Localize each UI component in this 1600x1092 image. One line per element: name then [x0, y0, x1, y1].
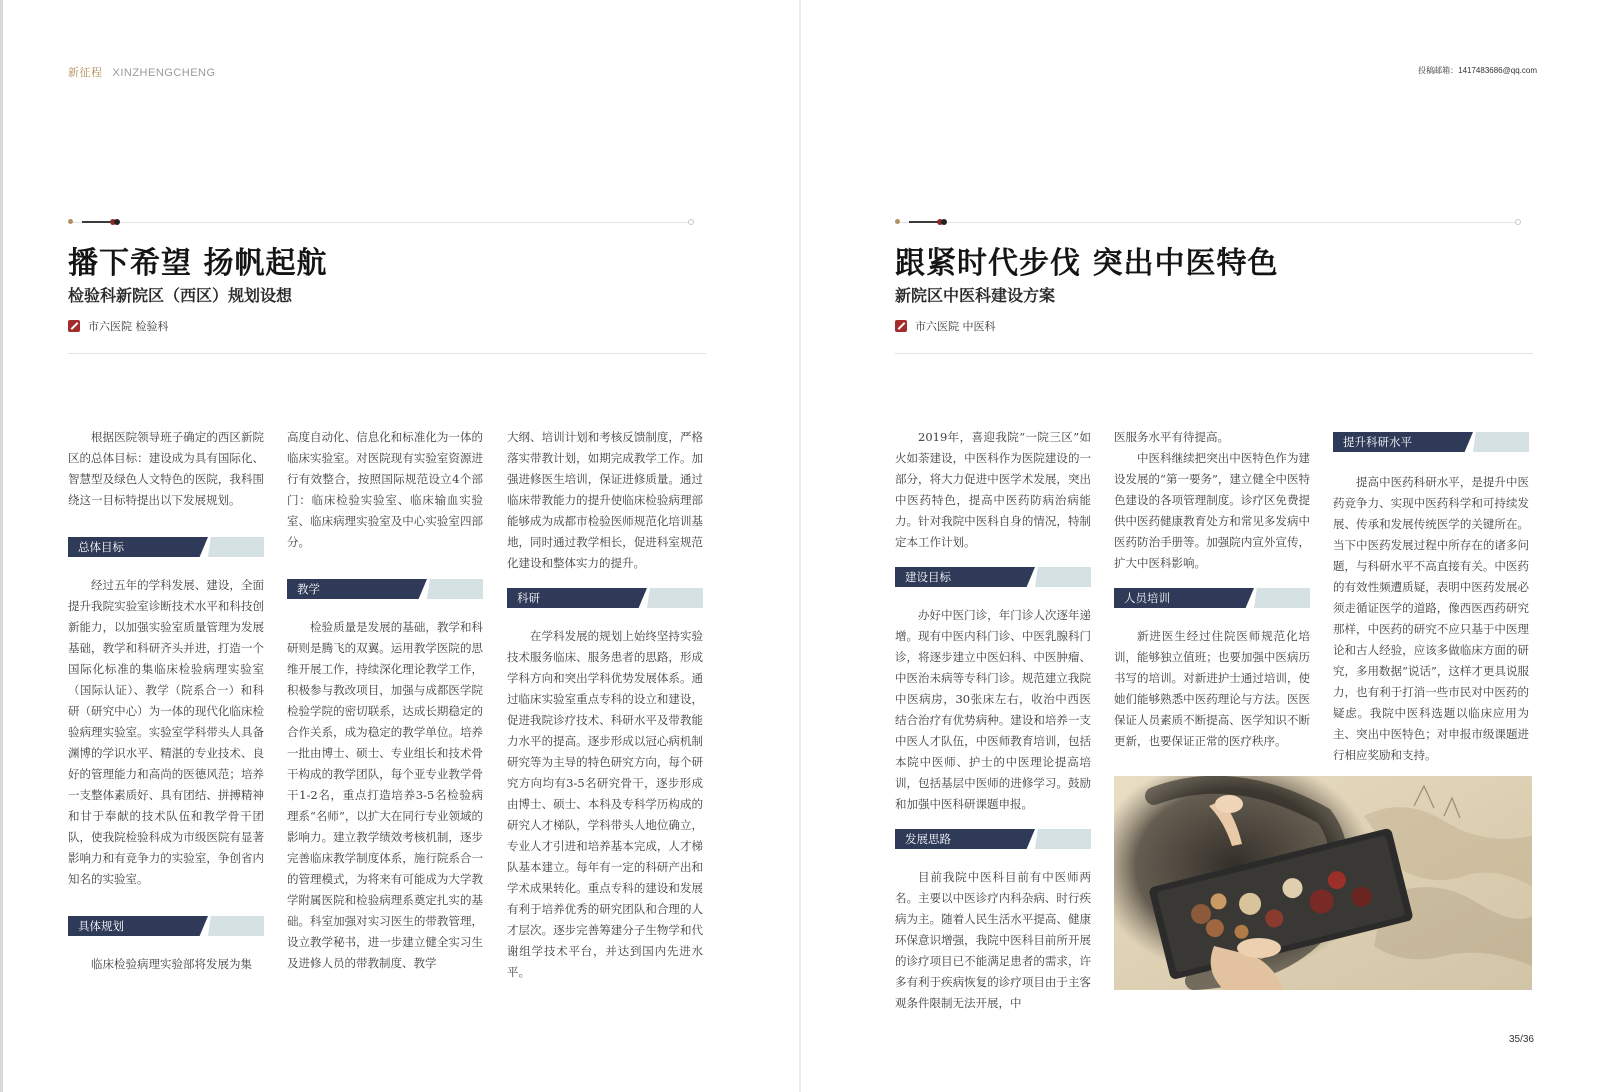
- right-column-2: [1114, 427, 1310, 752]
- section-heading: [895, 567, 1091, 587]
- section-heading: [507, 588, 703, 608]
- title-ornament: [68, 219, 694, 225]
- paragraph: 高度自动化、信息化和标准化为一体的临床实验室。对医院现有实验室资源进行有效整合，按照国际规范设立4个部门：临床检验实验室、临床输血实验室、临床病理实验室及中心实验室四部分。: [287, 430, 483, 549]
- byline-right: [895, 318, 996, 334]
- paragraph: 大纲、培训计划和考核反馈制度，严格落实带教计划，如期完成教学工作。加强进修医生培训，保证进修质量。通过临床带教能力的提升使临床检验病理部能够成为成都市检验医师规范化培训基地，同时通过教学相长，促进科室规范化建设和整体实力的提升。: [507, 430, 703, 570]
- byline-text: 市六医院 中医科: [915, 320, 996, 333]
- paragraph: 提高中医药科研水平，是提升中医药竞争力、实现中医药科学和可持续发展、传承和发展传统医学的关键所在。当下中医药发展过程中所存在的诸多问题，与科研水平不高直接有关。中医药的有效性频遭质疑，表明中医药发展必须走循证医学的道路，像西医西药研究那样，中医药的研究不应只基于中医理论和古人经验，应该多做临床方面的研究，多用数据“说话”，这样才更具说服力，也有利于打消一些市民对中医药的疑虑。我院中医科选题以临床应用为主、突出中医特色；对申报市级课题进行相应奖励和支持。: [1333, 475, 1529, 762]
- left-column-1: [68, 427, 264, 975]
- title-ornament: [895, 219, 1521, 225]
- section-heading-label: 教学: [297, 582, 320, 596]
- running-head-cn: 新征程: [68, 67, 103, 79]
- article-title-left: 播下希望 扬帆起航: [68, 246, 328, 281]
- left-column-3: [507, 427, 703, 983]
- paragraph: 临床检验病理实验部将发展为集: [91, 957, 252, 971]
- header-rule: [68, 353, 706, 354]
- section-heading-label: 具体规划: [78, 919, 124, 933]
- byline-text: 市六医院 检验科: [88, 320, 169, 333]
- right-column-3: [1333, 432, 1529, 766]
- submission-email: 投稿邮箱：1417483686@qq.com: [1418, 66, 1537, 75]
- section-heading: [1114, 588, 1310, 608]
- article-title-right: 跟紧时代步伐 突出中医特色: [895, 246, 1279, 281]
- section-heading-label: 人员培训: [1124, 591, 1170, 605]
- herbal-medicine-photo: [1114, 776, 1532, 990]
- section-heading: [68, 916, 264, 936]
- pen-icon: [895, 320, 907, 332]
- section-heading-label: 提升科研水平: [1343, 435, 1412, 449]
- page-number: 35/36: [1508, 1034, 1534, 1045]
- paragraph: 经过五年的学科发展、建设，全面提升我院实验室诊断技术水平和科技创新能力，以加强实验室质量管理为发展基础，教学和科研齐头并进，打造一个国际化标准的集临床检验病理实验室（国际认证）、教学（院系合一）和科研（研究中心）为一体的现代化临床检验病理实验室。实验室学科带头人具备渊博的学识水平、精湛的专业技术、良好的管理能力和高尚的医德风范；培养一支整体素质好、具有团结、拼搏精神和甘于奉献的技术队伍和教学骨干团队，使我院检验科成为市级医院有显著影响力和有竞争力的实验室，争创省内知名的实验室。: [68, 578, 264, 886]
- section-heading-label: 科研: [517, 591, 540, 605]
- section-heading: [68, 537, 264, 557]
- paragraph: 检验质量是发展的基础，教学和科研则是腾飞的双翼。运用教学医院的思维开展工作，持续深化理论教学工作，积极参与教改项目，加强与成都医学院检验学院的密切联系，达成长期稳定的合作关系，成为稳定的教学单位。培养一批由博士、硕士、专业组长和技术骨干构成的教学团队，每个亚专业教学骨干1-2名，重点打造培养3-5名检验病理系“名师”，以扩大在同行专业领域的影响力。建立教学绩效考核机制，逐步完善临床教学制度体系，施行院系合一的管理模式，为将来有可能成为大学教学附属医院和检验病理系奠定扎实的基础。科室加强对实习医生的带教管理，设立教学秘书，进一步建立健全实习生及进修人员的带教制度、教学: [287, 620, 483, 970]
- paragraph: 新进医生经过住院医师规范化培训，能够独立值班；也要加强中医病历书写的培训。对新进护士通过培训，使她们能够熟悉中医药理论与方法。医医保证人员素质不断提高、医学知识不断更新，也要保证正常的医疗秩序。: [1114, 629, 1310, 748]
- paragraph: 目前我院中医科目前有中医师两名。主要以中医诊疗内科杂病、时行疾病为主。随着人民生活水平提高、健康环保意识增强，我院中医科目前所开展的诊疗项目已不能满足患者的需求，许多有利于疾病恢复的诊疗项目由于主客观条件限制无法开展，中: [895, 870, 1091, 1010]
- header-rule: [895, 353, 1533, 354]
- running-head: [68, 64, 216, 80]
- section-heading: [1333, 432, 1529, 452]
- byline-left: [68, 318, 169, 334]
- section-heading: [287, 579, 483, 599]
- right-column-1: [895, 427, 1091, 1014]
- paragraph: 办好中医门诊，年门诊人次逐年递增。现有中医内科门诊、中医乳腺科门诊，将逐步建立中医妇科、中医肿瘤、中医治未病等专科门诊。规范建立我院中医病房，30张床左右，收治中西医结合治疗有优势病种。建设和培养一支中医人才队伍，中医师教育培训，包括本院中医师、护士的中医理论提高培训，包括基层中医师的进修学习。鼓励和加强中医科研课题申报。: [895, 608, 1091, 811]
- pen-icon: [68, 320, 80, 332]
- paragraph: 2019年，喜迎我院“一院三区”如火如荼建设，中医科作为医院建设的一部分，将大力促进中医学术发展，突出中医药特色，提高中医药防病治病能力。针对我院中医科自身的情况，特制定本工作计划。: [895, 430, 1091, 549]
- section-heading: [895, 829, 1091, 849]
- spine-gutter: [799, 0, 801, 1092]
- paragraph: 中医科继续把突出中医特色作为建设发展的“第一要务”，建立健全中医特色建设的各项管理制度。诊疗区免费提供中医药健康教育处方和常见多发病中医药防治手册等。加强院内宣外宣传，扩大中医科影响。: [1114, 451, 1310, 570]
- paragraph: 医服务水平有待提高。: [1114, 430, 1229, 444]
- page-edge: [0, 0, 3, 1092]
- article-subtitle-left: 检验科新院区（西区）规划设想: [68, 286, 293, 305]
- paragraph: 在学科发展的规划上始终坚持实验技术服务临床、服务患者的思路，形成学科方向和突出学科优势发展体系。通过临床实验室重点专科的设立和建设，促进我院诊疗技术、科研水平及带教能力水平的提高。逐步形成以冠心病机制研究等为主导的特色研究方向，每个研究方向均有3-5名研究骨干，逐步形成由博士、硕士、本科及专科学历构成的研究人才梯队，学科带头人地位确立，专业人才引进和培养基本完成，人才梯队基本建立。每年有一定的科研产出和学术成果转化。重点专科的建设和发展有利于培养优秀的研究团队和合理的人才层次。逐步完善筹建分子生物学和代谢组学技术平台，并达到国内先进水平。: [507, 629, 703, 979]
- running-head-en: XINZHENGCHENG: [112, 67, 216, 79]
- section-heading-label: 建设目标: [905, 570, 951, 584]
- paragraph: 根据医院领导班子确定的西区新院区的总体目标：建设成为具有国际化、智慧型及绿色人文特色的医院，我科围绕这一目标特提出以下发展规划。: [68, 430, 264, 507]
- section-heading-label: 总体目标: [78, 540, 124, 554]
- article-subtitle-right: 新院区中医科建设方案: [895, 286, 1056, 305]
- herbal-tray-illustration: [1114, 776, 1532, 990]
- section-heading-label: 发展思路: [905, 832, 951, 846]
- left-column-2: [287, 427, 483, 974]
